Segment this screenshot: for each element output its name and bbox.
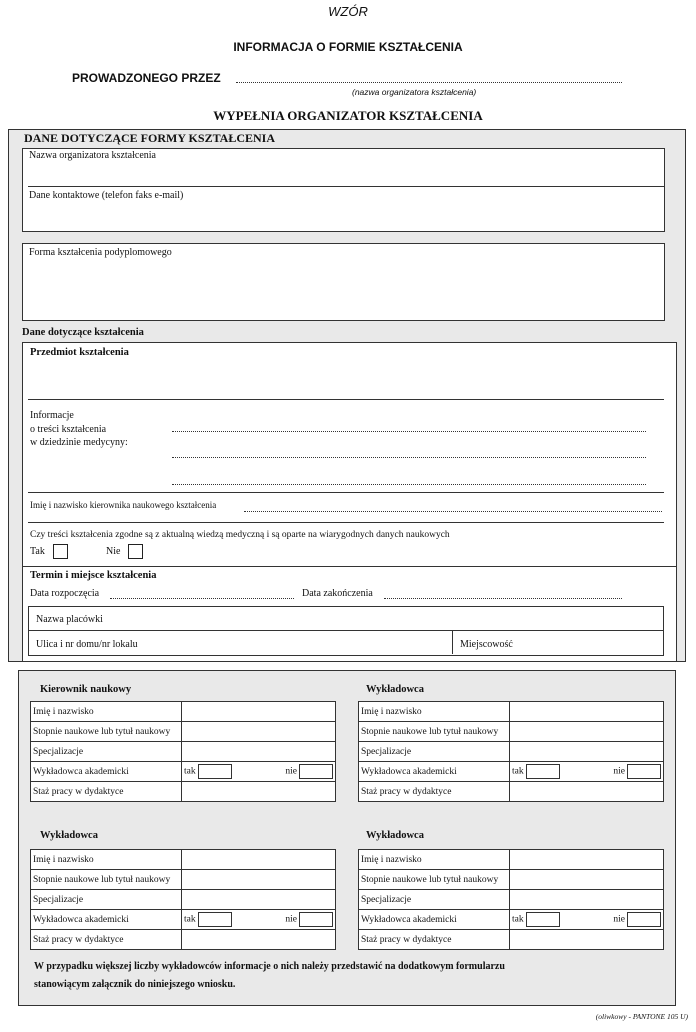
spec-cell[interactable]: [182, 742, 336, 762]
form-label-wzor: WZÓR: [328, 4, 368, 19]
yes-text: tak: [184, 766, 196, 777]
lecturer-title-2: Wykładowca: [40, 830, 98, 841]
section1-title: DANE DOTYCZĄCE FORMY KSZTAŁCENIA: [24, 131, 276, 145]
exp-cell[interactable]: [510, 930, 664, 950]
term-title: Termin i miejsce kształcenia: [30, 570, 157, 581]
city-label: Miejscowość: [460, 639, 513, 650]
start-date-dotted-line[interactable]: [110, 598, 294, 599]
end-date-dotted-line[interactable]: [384, 598, 622, 599]
row-academic-label: Wykładowca akademicki: [31, 762, 182, 782]
academic-yes-box[interactable]: [526, 764, 560, 779]
row-spec-label: Specjalizacje: [31, 890, 182, 910]
row-degree-label: Stopnie naukowe lub tytuł naukowy: [359, 722, 510, 742]
lecturer-table-1: [358, 701, 664, 802]
exp-cell[interactable]: [182, 782, 336, 802]
no-text: nie: [613, 914, 625, 925]
lecturer-table-3: [358, 849, 664, 950]
lecturer-table-2: [30, 849, 336, 950]
degree-cell[interactable]: [510, 722, 664, 742]
organizer-hint: (nazwa organizatora kształcenia): [352, 87, 477, 97]
lecturer-title-3: Wykładowca: [366, 830, 424, 841]
form-subtitle: WYPEŁNIA ORGANIZATOR KSZTAŁCENIA: [213, 108, 483, 123]
yes-text: tak: [512, 766, 524, 777]
info-dotted-line-3[interactable]: [172, 484, 646, 485]
head-dotted-line[interactable]: [244, 511, 662, 512]
note-line-2: stanowiącym załącznik do niniejszego wniosku.: [34, 979, 236, 990]
info-dotted-line-2[interactable]: [172, 457, 646, 458]
city-separator: [452, 631, 453, 654]
academic-yes-box[interactable]: [526, 912, 560, 927]
academic-yes-cell: [510, 762, 587, 782]
row-name-label: Imię i nazwisko: [31, 850, 182, 870]
divider-3: [22, 566, 676, 567]
row-exp-label: Staż pracy w dydaktyce: [359, 930, 510, 950]
academic-yes-box[interactable]: [198, 764, 232, 779]
no-label: Nie: [106, 546, 121, 557]
form-type-label: Forma kształcenia podyplomowego: [29, 247, 172, 258]
spec-cell[interactable]: [510, 890, 664, 910]
row-degree-label: Stopnie naukowe lub tytuł naukowy: [31, 870, 182, 890]
spec-cell[interactable]: [182, 890, 336, 910]
academic-no-cell: [587, 910, 664, 930]
end-date-label: Data zakończenia: [302, 588, 373, 599]
scientific-head-title: Kierownik naukowy: [40, 684, 132, 695]
note-line-1: W przypadku większej liczby wykładowców informacje o nich należy przedstawić na dodatkowym formularzu: [34, 961, 505, 972]
start-date-label: Data rozpoczęcia: [30, 588, 100, 599]
row-degree-label: Stopnie naukowe lub tytuł naukowy: [31, 722, 182, 742]
academic-no-box[interactable]: [627, 912, 661, 927]
venue-name-label: Nazwa placówki: [36, 614, 103, 625]
prowadzonego-label: PROWADZONEGO PRZEZ: [72, 71, 221, 85]
academic-yes-cell: [182, 762, 259, 782]
academic-yes-box[interactable]: [198, 912, 232, 927]
organizer-name-label: Nazwa organizatora kształcenia: [29, 150, 156, 161]
divider-2: [28, 522, 664, 523]
currency-question: Czy treści kształcenia zgodne są z aktualną wiedzą medyczną i są oparte na wiarygodnych danych naukowych: [30, 530, 450, 540]
row-spec-label: Specjalizacje: [31, 742, 182, 762]
yes-checkbox[interactable]: [53, 544, 68, 559]
organizer-dotted-line[interactable]: [236, 82, 622, 83]
name-cell[interactable]: [510, 850, 664, 870]
head-label: Imię i nazwisko kierownika naukowego kształcenia: [30, 500, 217, 510]
exp-cell[interactable]: [510, 782, 664, 802]
organizer-name-line[interactable]: [28, 186, 664, 187]
row-academic-label: Wykładowca akademicki: [31, 910, 182, 930]
name-cell[interactable]: [182, 702, 336, 722]
info-dotted-line-1[interactable]: [172, 431, 646, 432]
row-spec-label: Specjalizacje: [359, 890, 510, 910]
row-academic-label: Wykładowca akademicki: [359, 762, 510, 782]
contact-label: Dane kontaktowe (telefon faks e-mail): [29, 190, 184, 201]
lecturer-title-1: Wykładowca: [366, 684, 424, 695]
row-spec-label: Specjalizacje: [359, 742, 510, 762]
row-exp-label: Staż pracy w dydaktyce: [31, 782, 182, 802]
yes-label: Tak: [30, 546, 45, 557]
form-title: INFORMACJA O FORMIE KSZTAŁCENIA: [233, 40, 463, 54]
no-text: nie: [285, 914, 297, 925]
name-cell[interactable]: [510, 702, 664, 722]
exp-cell[interactable]: [182, 930, 336, 950]
row-name-label: Imię i nazwisko: [359, 850, 510, 870]
academic-no-cell: [587, 762, 664, 782]
academic-no-box[interactable]: [299, 764, 333, 779]
scientific-head-table: [30, 701, 336, 802]
academic-no-cell: [259, 762, 336, 782]
row-degree-label: Stopnie naukowe lub tytuł naukowy: [359, 870, 510, 890]
row-exp-label: Staż pracy w dydaktyce: [31, 930, 182, 950]
street-label: Ulica i nr domu/nr lokalu: [36, 639, 138, 650]
degree-cell[interactable]: [510, 870, 664, 890]
info-label-1: Informacje: [30, 410, 74, 421]
row-name-label: Imię i nazwisko: [31, 702, 182, 722]
venue-name-line[interactable]: [29, 630, 663, 631]
academic-no-cell: [259, 910, 336, 930]
no-text: nie: [613, 766, 625, 777]
subject-line[interactable]: [28, 399, 664, 400]
subject-label: Przedmiot kształcenia: [30, 347, 129, 358]
row-academic-label: Wykładowca akademicki: [359, 910, 510, 930]
section2-title: Dane dotyczące kształcenia: [22, 327, 144, 338]
row-exp-label: Staż pracy w dydaktyce: [359, 782, 510, 802]
divider-1: [28, 492, 664, 493]
yes-text: tak: [512, 914, 524, 925]
spec-cell[interactable]: [510, 742, 664, 762]
academic-no-box[interactable]: [627, 764, 661, 779]
yes-text: tak: [184, 914, 196, 925]
row-name-label: Imię i nazwisko: [359, 702, 510, 722]
no-checkbox[interactable]: [128, 544, 143, 559]
no-text: nie: [285, 766, 297, 777]
info-label-2: o treści kształcenia: [30, 424, 107, 435]
info-label-3: w dziedzinie medycyny:: [30, 437, 128, 448]
degree-cell[interactable]: [182, 722, 336, 742]
color-footnote: (oliwkowy - PANTONE 105 U): [595, 1012, 688, 1021]
academic-yes-cell: [182, 910, 259, 930]
degree-cell[interactable]: [182, 870, 336, 890]
academic-no-box[interactable]: [299, 912, 333, 927]
academic-yes-cell: [510, 910, 587, 930]
name-cell[interactable]: [182, 850, 336, 870]
